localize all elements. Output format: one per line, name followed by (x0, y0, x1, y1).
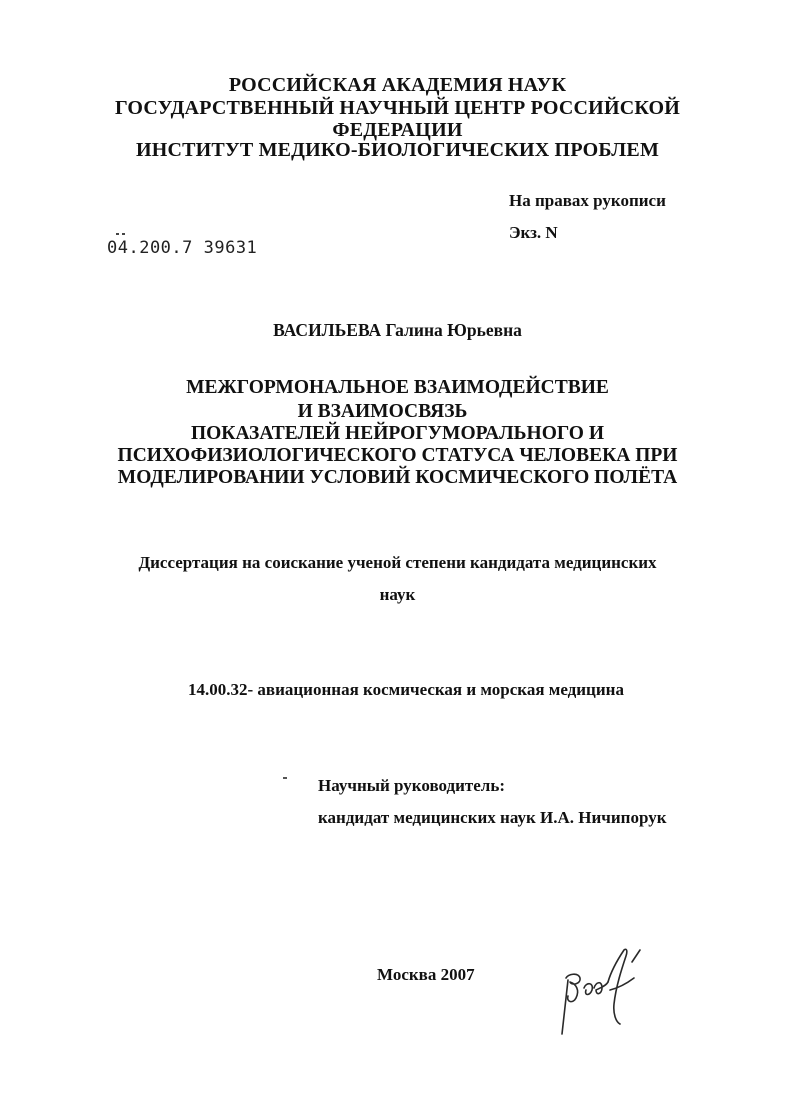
title-line-3: ПОКАЗАТЕЛЕЙ НЕЙРОГУМОРАЛЬНОГО И (190, 423, 605, 444)
stamp-mark (116, 222, 132, 225)
manuscript-rights: На правах рукописи (509, 191, 666, 210)
title-line-4: ПСИХОФИЗИОЛОГИЧЕСКОГО СТАТУСА ЧЕЛОВЕКА ПРИ (117, 445, 678, 466)
author-name: ВАСИЛЬЕВА Галина Юрьевна (273, 320, 522, 340)
institution-line-4: ИНСТИТУТ МЕДИКО-БИОЛОГИЧЕСКИХ ПРОБЛЕМ (135, 139, 660, 161)
degree-line-1: Диссертация на соискание ученой степени кандидата медицинских (138, 553, 657, 572)
title-line-1: МЕЖГОРМОНАЛЬНОЕ ВЗАИМОДЕЙСТВИЕ (186, 377, 609, 398)
scan-speck (283, 777, 287, 779)
title-line-5: МОДЕЛИРОВАНИИ УСЛОВИЙ КОСМИЧЕСКОГО ПОЛЁТА (117, 467, 678, 488)
supervisor-label: Научный руководитель: (318, 776, 505, 795)
institution-line-1: РОССИЙСКАЯ АКАДЕМИЯ НАУК (228, 74, 567, 96)
copy-number: Экз. N (509, 223, 558, 242)
institution-line-3: ФЕДЕРАЦИИ (332, 119, 463, 141)
handwritten-signature (548, 938, 658, 1048)
supervisor-name: кандидат медицинских наук И.А. Ничипорук (318, 808, 667, 827)
institution-line-2: ГОСУДАРСТВЕННЫЙ НАУЧНЫЙ ЦЕНТР РОССИЙСКОЙ (114, 97, 681, 119)
library-stamp-number: 04.200.7 39631 (107, 238, 258, 258)
degree-line-2: наук (379, 585, 416, 604)
title-line-2: И ВЗАИМОСВЯЗЬ (297, 401, 468, 422)
city-year: Москва 2007 (377, 965, 475, 984)
specialty: 14.00.32- авиационная космическая и морская медицина (188, 680, 624, 699)
